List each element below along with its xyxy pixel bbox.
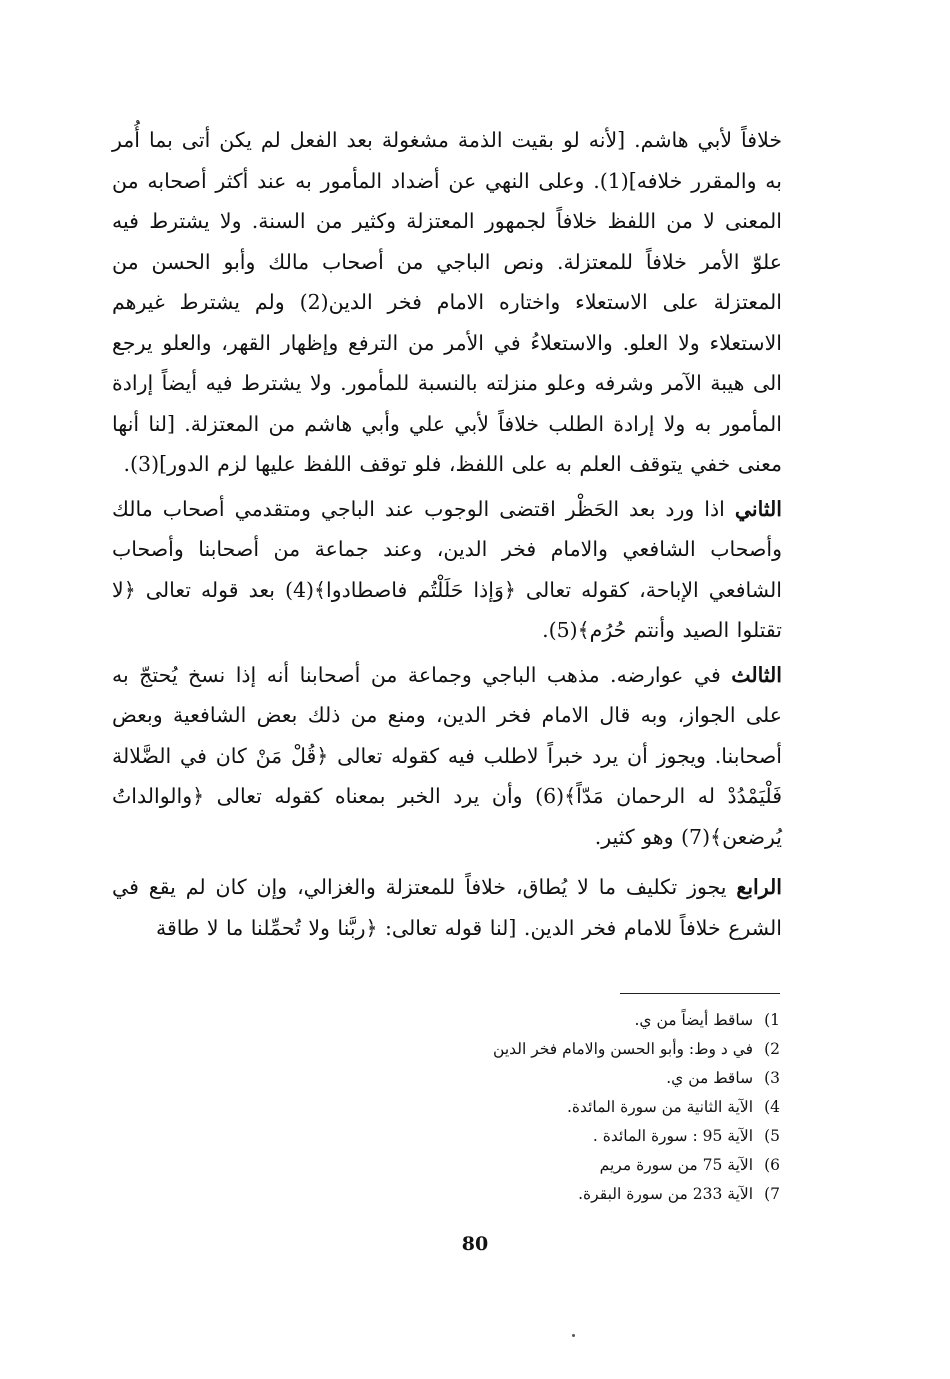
footnote-item [360, 1151, 780, 1180]
paragraph-4-text: يجوز تكليف ما لا يُطاق، خلافاً للمعتزلة والغزالي، وإن كان لم يقع في الشرع خلافاً للامام فخر الدين. [لنا قوله تعالى: ﴿ربَّنا ولا تُحمِّلنا ما لا طاقة [112, 875, 782, 940]
paragraph-1-text: خلافاً لأبي هاشم. [لأنه لو بقيت الذمة مشغولة بعد الفعل لم يكن أتى بما أُمر به والمقرر خلافه](1). وعلى النهي عن أضداد المأمور به عند أكثر أصحابه من المعنى لا من اللفظ خلافاً لجمهور المعتزلة وكثير من السنة. ولا يشترط فيه علوّ الأمر خلافاً للمعتزلة. ونص الباجي من أصحاب مالك وأبو الحسن من المعتزلة على الاستعلاء واختاره الامام فخر الدين(2) ولم يشترط غيرهم الاستعلاء ولا العلو. والاستعلاءُ في الأمر من الترفع وإظهار القهر، والعلو يرجع الى هيبة الآمر وشرفه وعلو منزلته بالنسبة للمأمور. ولا يشترط فيه أيضاً إرادة المأمور به ولا إرادة الطلب خلافاً لأبي علي وأبي هاشم من المعتزلة. [لنا أنها معنى خفي يتوقف العلم به على اللفظ، فلو توقف اللفظ عليها لزم الدور](3). [112, 128, 782, 476]
footnote-text: ساقط أيضاً من ي. [634, 1011, 754, 1029]
paragraph-1 [112, 120, 782, 485]
footnote-text: الآية 233 من سورة البقرة. [578, 1185, 754, 1203]
paragraph-4 [112, 867, 782, 948]
scan-speck [572, 1334, 575, 1337]
footnote-number: 4) [764, 1098, 780, 1116]
footnote-divider [620, 993, 780, 994]
page-body [112, 120, 782, 948]
paragraph-4-heading: الرابع [736, 875, 782, 899]
footnote-number: 6) [764, 1156, 780, 1174]
paragraph-2-heading: الثاني [734, 496, 782, 521]
footnote-text: الآية الثانية من سورة المائدة. [566, 1098, 754, 1116]
footnote-text: الآية 95 : سورة المائدة . [592, 1127, 754, 1145]
paragraph-3-text: في عوارضه. مذهب الباجي وجماعة من أصحابنا أنه إذا نسخ يُحتجّ به على الجواز، وبه قال الامام فخر الدين، ومنع من ذلك بعض الشافعية وبعض أصحابنا. ويجوز أن يرد خبراً لاطلب فيه كقوله تعالى ﴿قُلْ مَنْ كان في الضَّلالة فَلْيَمْدُدْ له الرحمان مَدّاً﴾(6) وأن يرد الخبر بمعناه كقوله تعالى ﴿والوالداتُ يُرضعن﴾(7) وهو كثير. [112, 662, 782, 849]
footnote-text: في د وط: وأبو الحسن والامام فخر الدين [493, 1040, 754, 1058]
footnote-item [360, 1093, 780, 1122]
footnote-item [360, 1006, 780, 1035]
footnote-item [360, 1180, 780, 1209]
footnote-item [360, 1064, 780, 1093]
footnote-number: 7) [764, 1185, 780, 1203]
footnote-text: ساقط من ي. [666, 1069, 754, 1087]
footnote-number: 2) [764, 1040, 780, 1058]
footnotes-list [360, 1006, 780, 1209]
footnote-item [360, 1035, 780, 1064]
paragraph-2 [112, 489, 782, 651]
footnote-number: 5) [764, 1127, 780, 1145]
paragraph-3-heading: الثالث [731, 662, 782, 687]
paragraph-2-text: اذا ورد بعد الحَظْر اقتضى الوجوب عند الباجي ومتقدمي أصحاب مالك وأصحاب الشافعي والامام فخر الدين، وعند جماعة من أصحابنا وأصحاب الشافعي الإباحة، كقوله تعالى ﴿وَإذا حَلَلْتُم فاصطادوا﴾(4) بعد قوله تعالى ﴿لا تقتلوا الصيد وأنتم حُرُم﴾(5). [112, 496, 782, 642]
footnote-text: الآية 75 من سورة مريم [599, 1156, 754, 1174]
page-number: 80 [461, 1233, 489, 1255]
footnote-item [360, 1122, 780, 1151]
footnote-number: 1) [764, 1011, 780, 1029]
paragraph-3 [112, 655, 782, 858]
footnote-number: 3) [764, 1069, 780, 1087]
